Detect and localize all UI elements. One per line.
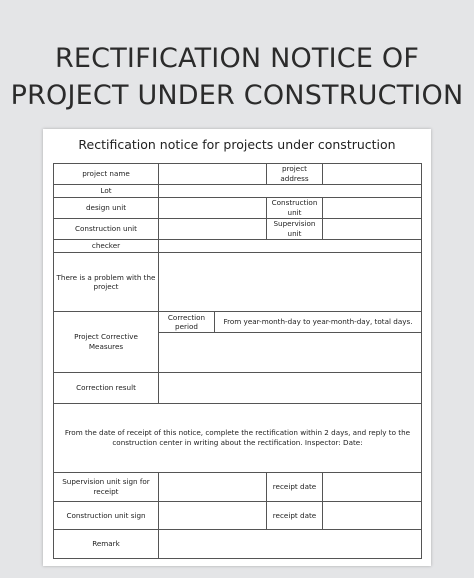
- correction-period-value: From year-month-day to year-month-day, total days.: [215, 312, 422, 333]
- lot-value[interactable]: [159, 184, 422, 197]
- receipt-date-label-1: receipt date: [267, 473, 323, 502]
- corrective-measures-label: Project Corrective Measures: [54, 312, 159, 373]
- receipt-date-label-2: receipt date: [267, 501, 323, 530]
- table-row: [54, 312, 422, 333]
- supervision-unit-label: Supervision unit: [267, 218, 323, 239]
- checker-label: checker: [54, 239, 159, 252]
- remark-label: Remark: [54, 530, 159, 559]
- notice-text: From the date of receipt of this notice, complete the rectification within 2 days, and reply to the construction center in writing about the rectification. Inspector: Date:: [54, 403, 422, 472]
- table-row: [54, 164, 422, 185]
- construction-unit-label: Construction unit: [54, 218, 159, 239]
- construction-unit-value[interactable]: [159, 218, 267, 239]
- project-address-value[interactable]: [323, 164, 422, 185]
- document-sheet: [43, 129, 431, 566]
- supervision-sign-value[interactable]: [159, 473, 267, 502]
- project-name-label: project name: [54, 164, 159, 185]
- table-row: [54, 473, 422, 502]
- construction-unit-label-right: Construction unit: [267, 198, 323, 219]
- project-name-value[interactable]: [159, 164, 267, 185]
- design-unit-value[interactable]: [159, 198, 267, 219]
- table-row: [54, 184, 422, 197]
- table-row: [54, 239, 422, 252]
- supervision-unit-value[interactable]: [323, 218, 422, 239]
- design-unit-label: design unit: [54, 198, 159, 219]
- banner-title-line-1: RECTIFICATION NOTICE OF: [54, 43, 420, 74]
- correction-result-value[interactable]: [159, 373, 422, 404]
- construction-sign-value[interactable]: [159, 501, 267, 530]
- correction-result-label: Correction result: [54, 373, 159, 404]
- table-row: [54, 253, 422, 312]
- construction-sign-label: Construction unit sign: [54, 501, 159, 530]
- checker-value[interactable]: [159, 239, 422, 252]
- table-row: [54, 530, 422, 559]
- receipt-date-value-2[interactable]: [323, 501, 422, 530]
- correction-period-label: Correction period: [159, 312, 215, 333]
- table-row: [54, 218, 422, 239]
- table-row: [54, 403, 422, 472]
- project-address-label: project address: [267, 164, 323, 185]
- supervision-sign-label: Supervision unit sign for receipt: [54, 473, 159, 502]
- corrective-measures-value[interactable]: [159, 333, 422, 373]
- table-row: [54, 198, 422, 219]
- document-title: Rectification notice for projects under construction: [78, 137, 396, 152]
- problem-label: There is a problem with the project: [54, 253, 159, 312]
- banner-title-line-2: PROJECT UNDER CONSTRUCTION: [10, 80, 464, 111]
- table-row: [54, 373, 422, 404]
- table-row: [54, 501, 422, 530]
- rectification-form-table: [53, 163, 422, 559]
- banner-title: [0, 40, 474, 114]
- construction-unit-value-right[interactable]: [323, 198, 422, 219]
- remark-value[interactable]: [159, 530, 422, 559]
- lot-label: Lot: [54, 184, 159, 197]
- problem-value[interactable]: [159, 253, 422, 312]
- receipt-date-value-1[interactable]: [323, 473, 422, 502]
